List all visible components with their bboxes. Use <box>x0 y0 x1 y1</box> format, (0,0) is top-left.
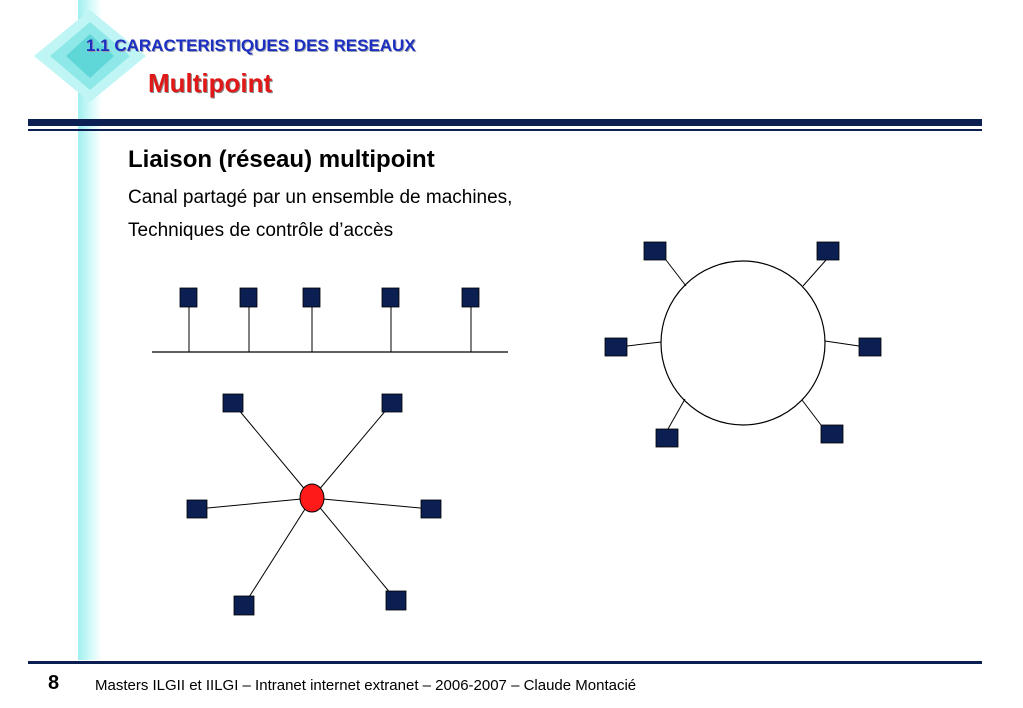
ring-node <box>656 429 678 447</box>
content-line-shared-channel: Canal partagé par un ensemble de machines, <box>128 187 513 208</box>
bus-topology <box>152 288 508 352</box>
star-topology <box>187 394 441 615</box>
ring-node <box>859 338 881 356</box>
page-number: 8 <box>48 672 60 694</box>
ring-node <box>817 242 839 260</box>
star-hub <box>300 484 324 512</box>
section-heading: 1.1 CARACTERISTIQUES DES RESEAUX <box>86 36 416 55</box>
ring-link <box>825 341 859 346</box>
star-node <box>382 394 402 412</box>
bus-node <box>240 288 257 352</box>
star-link <box>312 498 431 509</box>
bus-node <box>180 288 197 352</box>
slide-title: Multipoint <box>148 68 273 98</box>
star-link <box>233 403 312 498</box>
footer-rule <box>28 661 982 664</box>
star-node <box>223 394 243 412</box>
star-node <box>386 591 406 610</box>
bus-node <box>462 288 479 352</box>
footer-text: Masters ILGII et IILGI – Intranet internet extranet – 2006-2007 – Claude Montacié <box>95 677 637 694</box>
star-node <box>421 500 441 518</box>
star-link <box>244 498 312 605</box>
bus-node <box>303 288 320 352</box>
ring-link <box>802 400 821 425</box>
star-link <box>197 498 312 509</box>
ring-node <box>605 338 627 356</box>
star-link <box>312 498 396 600</box>
content-line-access-control: Techniques de contrôle d’accès <box>128 220 394 241</box>
star-node <box>234 596 254 615</box>
ring-link <box>668 399 685 429</box>
star-link <box>312 403 392 498</box>
ring-node <box>644 242 666 260</box>
ring-link <box>803 260 826 286</box>
bus-node <box>382 288 399 352</box>
ring-link <box>627 342 661 346</box>
star-node <box>187 500 207 518</box>
ring-link <box>666 260 686 286</box>
content-heading: Liaison (réseau) multipoint <box>128 146 435 173</box>
ring-node <box>821 425 843 443</box>
ring-topology <box>605 242 881 447</box>
